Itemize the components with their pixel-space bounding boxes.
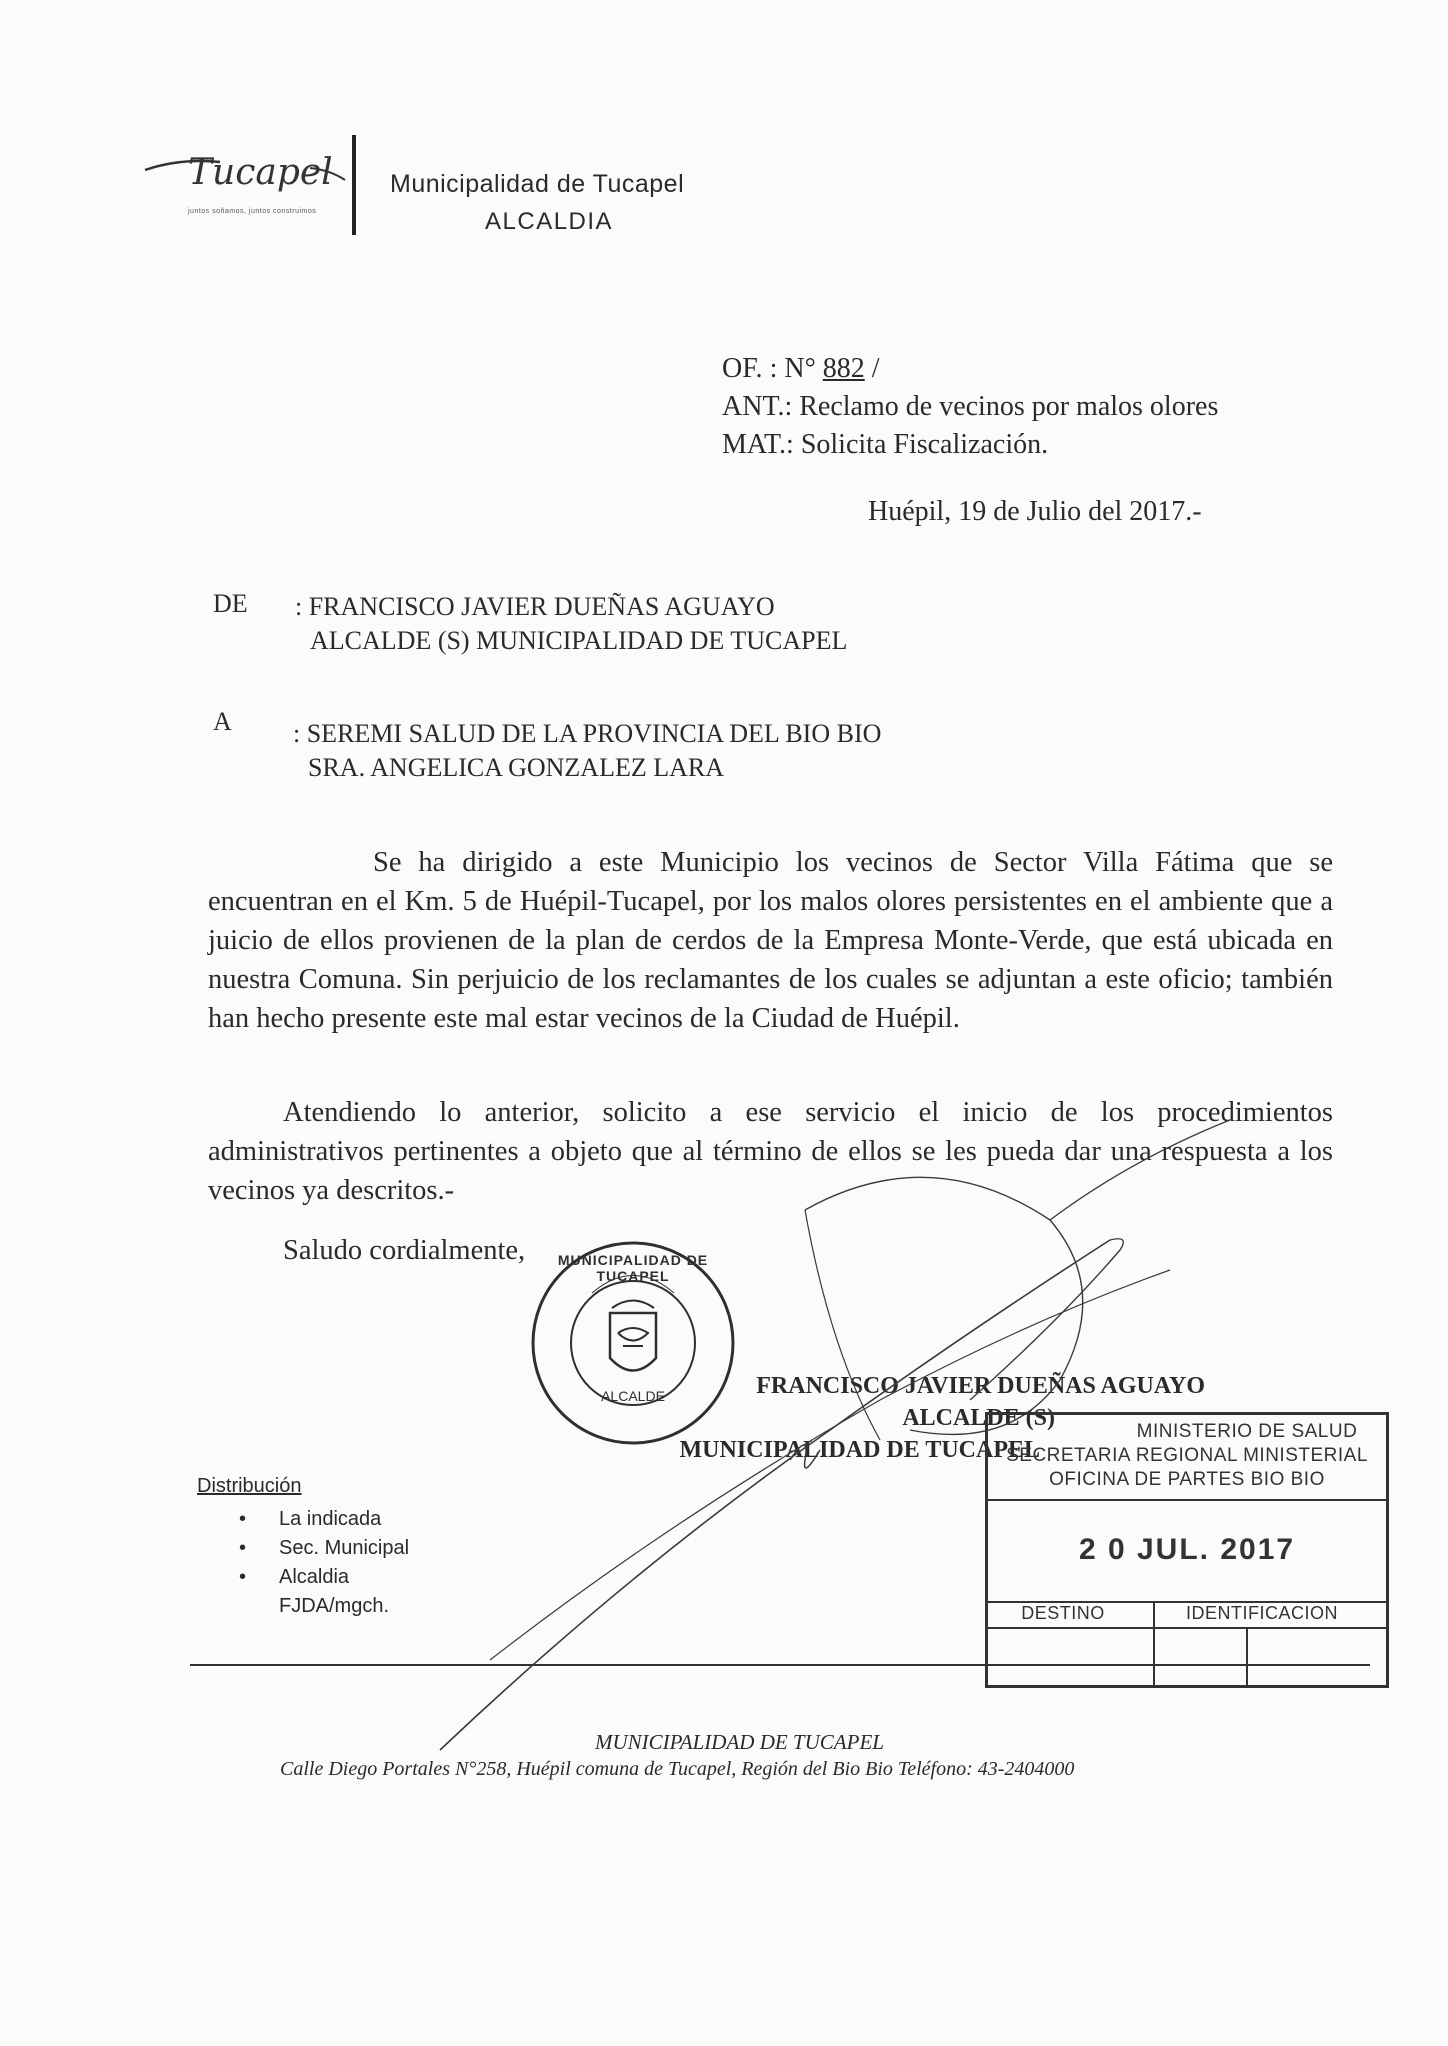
stamp-divider [988,1499,1386,1501]
footer-divider [190,1664,1370,1666]
stamp-col-identificacion: IDENTIFICACION [1185,1603,1338,1623]
municipal-logo [140,140,350,230]
list-item: • La indicada [279,1505,409,1534]
list-item: • Alcaldia [279,1563,409,1592]
signer-org: MUNICIPALIDAD DE TUCAPEL [679,1437,1040,1463]
of-line: OF. : N° 882 / [722,353,880,384]
of-number: 882 [822,353,865,384]
distribution-title: Distribución [197,1475,302,1497]
to-block: : SEREMI SALUD DE LA PROVINCIA DEL BIO BIO SRA. ANGELICA GONZALEZ LARA [293,719,882,782]
stamp-line-2: SECRETARIA REGIONAL MINISTERIAL [1006,1445,1368,1466]
footer-address: Calle Diego Portales N°258, Huépil comuna de Tucapel, Región del Bio Bio Teléfono: 43-2404000 [280,1758,1075,1780]
received-stamp [985,1412,1389,1688]
department-name: ALCALDIA [485,208,614,235]
logo-text: Tucapel [188,152,333,193]
signer-name: FRANCISCO JAVIER DUEÑAS AGUAYO [756,1373,1205,1399]
ant-line: ANT.: Reclamo de vecinos por malos olores [722,391,1219,422]
stamp-line-3: OFICINA DE PARTES BIO BIO [1049,1469,1325,1490]
letterhead-divider [352,135,356,235]
from-block: : FRANCISCO JAVIER DUEÑAS AGUAYO ALCALDE (S) MUNICIPALIDAD DE TUCAPEL [295,592,848,655]
body-paragraph-2: Atendiendo lo anterior, solicito a ese servicio el inicio de los procedimientos administrativos pertinentes a objeto que al término de ellos se les pueda dar una respuesta a los vecinos ya descritos.- [208,1097,1333,1206]
mat-line: MAT.: Solicita Fiscalización. [722,429,1049,460]
body-paragraph-1: Se ha dirigido a este Municipio los vecinos de Sector Villa Fátima que se encuentran en el Km. 5 de Huépil-Tucapel, por los malos olores persistentes en el ambiente que a juicio de ellos provienen de la plan de cerdos de la Empresa Monte-Verde, que está ubicada en nuestra Comuna. Sin perjuicio de los reclamantes de los cuales se adjuntan a este oficio; también han hecho presente este mal estar vecinos de la Ciudad de Huépil. [208,847,1333,1034]
distribution-block [197,1472,409,1621]
distribution-list [197,1505,409,1592]
stamp-col-destino: DESTINO [1021,1603,1105,1623]
stamp-vertical-divider [1246,1627,1248,1685]
stamp-line-1: MINISTERIO DE SALUD [1136,1421,1358,1442]
signer-title: ALCALDE (S) [902,1405,1055,1431]
seal-ring-text: MUNICIPALIDAD DE TUCAPEL [557,1252,709,1284]
list-item: • Sec. Municipal [279,1534,409,1563]
initials: FJDA/mgch. [279,1595,390,1617]
logo-tagline: juntos soñamos, juntos construimos [188,208,317,215]
municipality-name: Municipalidad de Tucapel [390,170,685,198]
reference-block [722,350,1218,464]
stamp-vertical-divider [1153,1601,1155,1685]
stamp-divider [988,1627,1386,1629]
seal-bottom-text: ALCALDE [601,1388,665,1404]
stamp-date: 2 0 JUL. 2017 [1078,1533,1296,1566]
footer-org: MUNICIPALIDAD DE TUCAPEL [595,1730,884,1754]
from-label: DE [213,589,248,618]
date-line: Huépil, 19 de Julio del 2017.- [868,496,1202,527]
to-label: A [213,707,232,736]
closing-line: Saludo cordialmente, [283,1235,526,1266]
